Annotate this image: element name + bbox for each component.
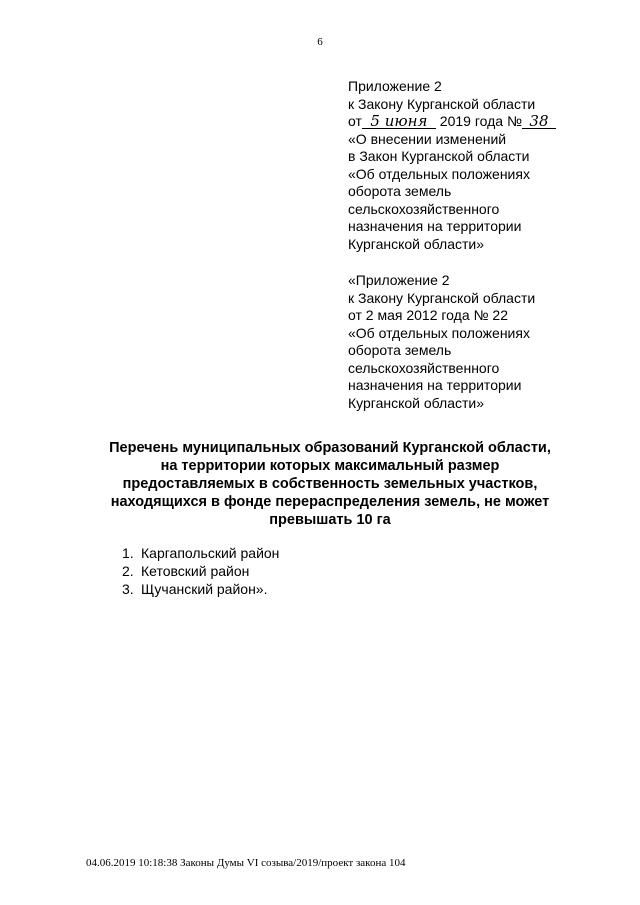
original-appendix-line: от 2 мая 2012 года № 22 [348,307,508,323]
appendix-line: к Закону Курганской области [348,95,536,112]
appendix-line: «Об отдельных положениях [348,165,530,182]
appendix-line: Курганской области» [348,235,485,252]
original-appendix-line: к Закону Курганской области [348,289,536,306]
original-appendix-line: назначения на территории [348,377,522,393]
original-appendix-line: оборота земель [348,342,452,358]
list-item-name: Каргапольский район [141,545,280,561]
appendix-line: назначения на территории [348,218,522,234]
handwritten-date: 5 июня [362,114,436,129]
appendix-line: сельскохозяйственного [348,200,500,217]
date-prefix: от [348,113,362,129]
handwritten-law-number: 38 [522,114,556,129]
title-line: на территории которых максимальный размер [160,458,500,474]
title-line: превышать 10 га [269,512,391,528]
list-item [122,580,279,598]
document-title [50,439,610,529]
list-item-name: Кетовский район [141,563,250,579]
list-item-number: 3. [122,581,134,597]
appendix-date-line [348,113,628,131]
list-item-number: 1. [122,545,134,561]
appendix-line: оборота земель [348,183,452,199]
original-appendix-line: «Об отдельных положениях [348,324,530,341]
appendix-line: Приложение 2 [348,78,442,94]
list-item [122,544,279,562]
original-appendix-header [348,272,628,412]
appendix-line: в Закон Курганской области [348,148,530,164]
page-number: 6 [317,36,323,48]
title-line: находящихся в фонде перераспределения земель, не может [110,494,550,510]
original-appendix-line: «Приложение 2 [348,272,450,288]
title-line: Перечень муниципальных образований Курганской области, [109,440,551,456]
original-appendix-line: Курганской области» [348,394,485,411]
appendix-line: «О внесении изменений [348,130,507,147]
list-item-number: 2. [122,563,134,579]
date-suffix: 2019 года № [439,113,522,129]
districts-list [122,544,279,598]
appendix-header [348,78,628,412]
list-item [122,562,279,580]
original-appendix-line: сельскохозяйственного [348,359,500,376]
list-item-name: Щучанский район». [141,581,268,597]
title-line: предоставляемых в собственность земельных участков, [122,476,538,492]
footer-file-path: 04.06.2019 10:18:38 Законы Думы VI созыва/2019/проект закона 104 [86,857,406,869]
